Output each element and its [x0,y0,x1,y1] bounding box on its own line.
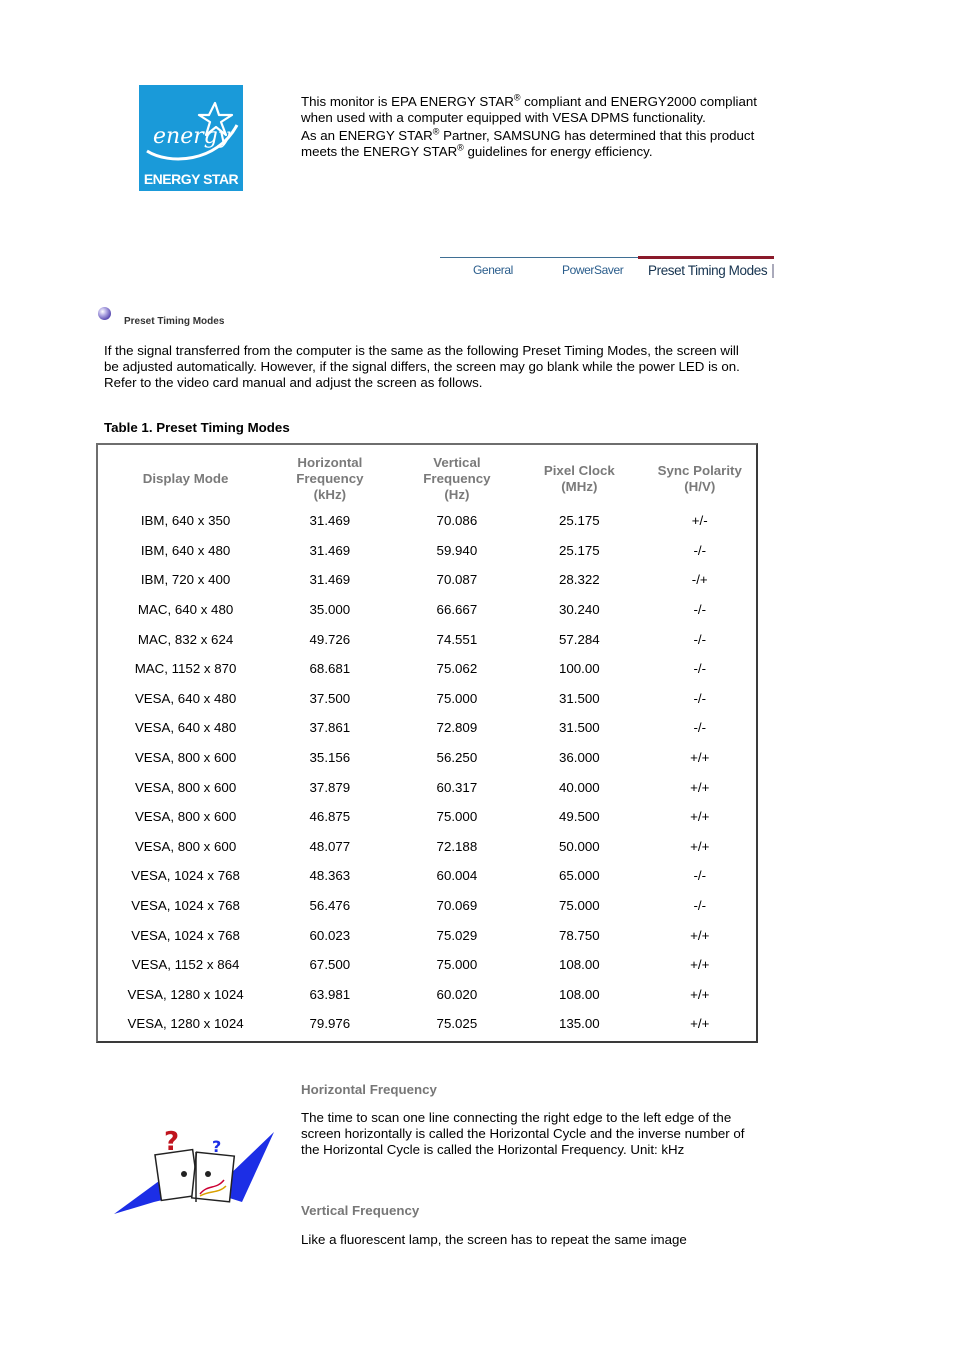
table-cell: VESA, 1024 x 768 [131,868,240,884]
table-cell: MAC, 832 x 624 [137,631,234,647]
table-cell: VESA, 1280 x 1024 [127,1016,244,1032]
table-cell: -/- [693,602,707,618]
table-cell: 66.667 [436,602,478,618]
active-tab-indicator [638,256,774,259]
table-cell: 74.551 [436,631,478,647]
table-row [110,624,756,654]
question-mark-icon: ? [164,1130,180,1157]
section-description: If the signal transferred from the computer is the same as the following Preset Timing Modes, the screen will be adjusted automatically. However, if the signal differs, the screen may go blank while the power LED is on. Refer to the video card manual and adjust the screen as follows. [104,343,740,390]
table-cell: +/+ [690,986,710,1002]
tab-preset-timing-modes[interactable]: Preset Timing Modes [648,263,768,278]
column-header [515,452,643,506]
table-cell: -/- [693,720,707,736]
table-cell: 72.809 [436,720,478,736]
table-row [110,772,756,802]
table-cell: VESA, 1024 x 768 [131,927,240,943]
table-cell: 40.000 [559,779,600,795]
table-cell: 31.469 [309,572,351,588]
table-cell: -/- [693,631,707,647]
table-cell: VESA, 800 x 600 [134,779,237,795]
table-cell: 79.976 [309,1016,351,1032]
table-cell: -/- [693,898,707,914]
table-caption: Table 1. Preset Timing Modes [104,420,290,435]
logo-script-text: energy [153,124,231,149]
table-row [110,654,756,684]
table-row [110,950,756,980]
table-row [110,565,756,595]
column-header [110,452,261,506]
table-cell: 37.861 [309,720,351,736]
table-cell: -/- [693,868,707,884]
tab-bar-line [440,257,638,258]
table-cell: 59.940 [436,542,478,558]
table-cell: 28.322 [559,572,600,588]
table-row [110,506,756,536]
table-cell: 37.500 [309,690,351,706]
table-cell: 25.175 [559,513,600,529]
logo-label: ENERGY STAR [143,171,239,187]
table-cell: 50.000 [559,838,600,854]
table-cell: 75.000 [559,898,600,914]
table-cell: 49.500 [559,809,600,825]
table-row [110,536,756,566]
table-body [110,506,756,1039]
column-header-text: Frequency [423,471,491,486]
table-cell: 48.363 [309,868,351,884]
tab-bar [440,256,774,280]
header-row [110,452,756,506]
table-cell: 60.020 [436,986,478,1002]
table-header [110,452,756,506]
column-header-text: Display Mode [142,471,229,486]
column-header-text: Horizontal [297,455,363,470]
table-row [110,920,756,950]
column-header-text: Frequency [296,471,364,486]
timing-table [110,452,756,1039]
table-cell: 108.00 [559,986,600,1002]
table-cell: +/+ [690,838,710,854]
table-cell: 25.175 [559,542,600,558]
table-cell: 78.750 [559,927,600,943]
table-cell: IBM, 640 x 350 [140,513,231,529]
table-cell: 75.062 [436,661,478,677]
table-cell: VESA, 1024 x 768 [131,898,240,914]
table-cell: -/- [693,542,707,558]
table-cell: 35.156 [309,750,351,766]
table-cell: VESA, 800 x 600 [134,750,237,766]
table-row [110,1009,756,1039]
table-cell: 75.000 [436,690,478,706]
table-row [110,713,756,743]
table-cell: 100.00 [559,661,600,677]
table-cell: 60.317 [436,779,478,795]
table-cell: MAC, 1152 x 870 [134,661,237,677]
column-header-text: (Hz) [444,487,470,502]
column-header [399,452,516,506]
table-cell: 67.500 [309,957,351,973]
column-header [261,452,398,506]
question-book-clipart [114,1130,276,1216]
column-header-text: (H/V) [684,479,716,494]
table-cell: 135.00 [559,1016,600,1032]
table-row [110,684,756,714]
table-cell: 31.500 [559,720,600,736]
table-row [110,980,756,1010]
table-row [110,595,756,625]
table-cell: 56.250 [436,750,478,766]
table-cell: VESA, 1152 x 864 [131,957,240,973]
table-cell: 36.000 [559,750,600,766]
table-cell: -/+ [691,572,708,588]
intro-text [301,94,761,160]
table-cell: 60.004 [436,868,478,884]
column-header-text: Vertical [433,455,481,470]
table-cell: VESA, 800 x 600 [134,838,237,854]
table-row [110,891,756,921]
table-cell: 30.240 [559,602,600,618]
table-cell: 56.476 [309,898,351,914]
horizontal-frequency-text: The time to scan one line connecting the right edge to the left edge of the screen horizontally is called the Horizontal Cycle and the inverse number of the Horizontal Cycle is called the Horizontal Frequency. Unit: kHz [301,1110,745,1157]
column-header-text: (kHz) [313,487,347,502]
vertical-frequency-title: Vertical Frequency [301,1203,420,1218]
table-cell: 37.879 [309,779,351,795]
table-cell: 31.500 [559,690,600,706]
table-cell: 75.029 [436,927,478,943]
table-cell: 57.284 [559,631,600,647]
section-title: Preset Timing Modes [124,316,225,327]
table-cell: IBM, 720 x 400 [140,572,231,588]
energy-star-logo [139,85,243,191]
table-cell: 70.087 [436,572,478,588]
column-header-text: Sync Polarity [657,463,742,478]
table-cell: -/- [693,690,707,706]
tab-powersaver[interactable]: PowerSaver [562,263,624,277]
table-cell: +/+ [690,809,710,825]
table-cell: 65.000 [559,868,600,884]
intro-paragraph-1: This monitor is EPA ENERGY STAR® compliant and ENERGY2000 compliant when used with a computer equipped with VESA DPMS functionality. [301,92,757,125]
small-question-mark-icon: ? [212,1137,222,1156]
table-cell: 108.00 [559,957,600,973]
table-cell: 68.681 [309,661,351,677]
tab-separator [772,264,774,278]
column-header-text: (MHz) [561,479,598,494]
table-cell: +/+ [690,927,710,943]
table-cell: -/- [693,661,707,677]
table-cell: +/+ [690,957,710,973]
table-cell: 75.000 [436,957,478,973]
table-cell: 63.981 [309,986,351,1002]
column-header-text: Pixel Clock [543,463,615,478]
table-cell: +/+ [690,779,710,795]
tab-general[interactable]: General [473,263,513,277]
vertical-frequency-text: Like a fluorescent lamp, the screen has to repeat the same image [301,1232,687,1247]
table-cell: 48.077 [309,838,351,854]
table-cell: 72.188 [436,838,478,854]
table-cell: 35.000 [309,602,351,618]
table-cell: +/- [691,513,708,529]
table-cell: +/+ [690,1016,710,1032]
table-cell: MAC, 640 x 480 [137,602,234,618]
table-row [110,861,756,891]
table-cell: 49.726 [309,631,351,647]
horizontal-frequency-title: Horizontal Frequency [301,1082,437,1097]
table-cell: 75.000 [436,809,478,825]
bullet-icon [98,307,111,320]
table-cell: 31.469 [309,542,351,558]
table-cell: VESA, 1280 x 1024 [127,986,244,1002]
table-row [110,832,756,862]
column-header [643,452,756,506]
table-cell: 70.069 [436,898,478,914]
table-cell: 60.023 [309,927,351,943]
table-row [110,743,756,773]
timing-table-frame [96,443,758,1043]
intro-paragraph-2: As an ENERGY STAR® Partner, SAMSUNG has determined that this product meets the ENERGY STAR® guidelines for energy efficiency. [301,126,755,159]
table-cell: +/+ [690,750,710,766]
table-row [110,802,756,832]
table-cell: VESA, 640 x 480 [134,690,237,706]
table-cell: 46.875 [309,809,351,825]
energy-star-swoosh-icon [139,85,243,169]
table-cell: VESA, 800 x 600 [134,809,237,825]
table-cell: 75.025 [436,1016,478,1032]
table-cell: 70.086 [436,513,478,529]
table-cell: 31.469 [309,513,351,529]
table-cell: IBM, 640 x 480 [140,542,231,558]
table-cell: VESA, 640 x 480 [134,720,237,736]
